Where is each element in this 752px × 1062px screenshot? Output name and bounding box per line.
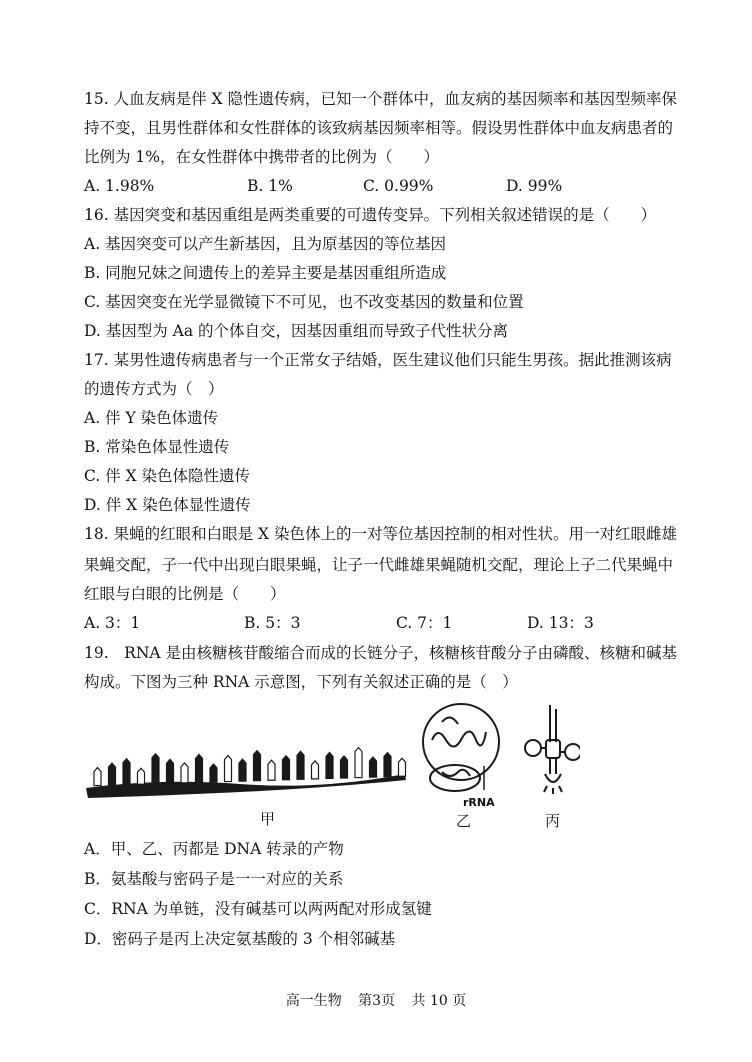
strand-base [399, 758, 406, 776]
q17-stem-line1: 17. 某男性遗传病患者与一个正常女子结婚，医生建议他们只能生男孩。据此推测该病 [84, 351, 672, 369]
strand-base [138, 768, 145, 784]
rrna-label: rRNA [463, 796, 495, 809]
q15-stem-line3: 比例为 1%，在女性群体中携带者的比例为（ ） [84, 148, 440, 166]
strand-base [94, 768, 101, 786]
q18-option-a: A. 3：1 [84, 614, 141, 632]
rna-figure [80, 700, 580, 840]
strand-base [210, 764, 217, 782]
q17-option-c: C. 伴 X 染色体隐性遗传 [84, 467, 251, 485]
trna-structure [525, 705, 580, 794]
strand-base [283, 756, 290, 780]
figure-label-yi: 乙 [456, 812, 472, 830]
strand-base [123, 759, 130, 785]
rna-diagram [80, 700, 580, 840]
strand-base [312, 761, 319, 779]
figure-label-bing: 丙 [545, 812, 561, 830]
strand-bases [94, 748, 406, 786]
q19-option-d: D．密码子是丙上决定氨基酸的 3 个相邻碱基 [84, 930, 396, 948]
q15-option-c: C. 0.99% [363, 177, 434, 195]
strand-base [355, 748, 362, 778]
q17-option-a: A. 伴 Y 染色体遗传 [84, 409, 219, 427]
strand-base [370, 757, 377, 777]
q18-stem-line3: 红眼与白眼的比例是（ ） [84, 585, 286, 603]
page-footer [0, 990, 752, 1010]
strand-base [297, 751, 304, 779]
q17-option-b: B. 常染色体显性遗传 [84, 438, 230, 456]
q18-option-c: C. 7：1 [396, 614, 453, 632]
q16-option-a: A. 基因突变可以产生新基因，且为原基因的等位基因 [84, 235, 447, 253]
mrna-strand [86, 748, 406, 798]
q17-option-d: D. 伴 X 染色体显性遗传 [84, 496, 251, 514]
q19-option-c: C．RNA 为单链，没有碱基可以两两配对形成氢键 [84, 900, 432, 918]
q19-stem-line1: 19. RNA 是由核糖核苷酸缩合而成的长链分子，核糖核苷酸分子由磷酸、核糖和碱基 [84, 644, 678, 662]
q16-option-b: B. 同胞兄妹之间遗传上的差异主要是基因重组所造成 [84, 264, 447, 282]
strand-base [109, 763, 116, 785]
q15-stem-line2: 持不变，且男性群体和女性群体的该致病基因频率相等。假设男性群体中血友病患者的 [84, 119, 674, 137]
q16-option-d: D. 基因型为 Aa 的个体自交，因基因重组而导致子代性状分离 [84, 322, 509, 340]
q15-option-a: A. 1.98% [84, 177, 155, 195]
q19-option-b: B．氨基酸与密码子是一一对应的关系 [84, 870, 344, 888]
strand-base [326, 752, 333, 778]
q15-option-b: B. 1% [247, 177, 293, 195]
strand-base [167, 759, 174, 783]
q18-stem-line2: 果蝇交配，子一代中出现白眼果蝇，让子一代雌雄果蝇随机交配，理论上子二代果蝇中 [84, 556, 674, 574]
footer-subject: 高一生物 [285, 993, 342, 1009]
rrna-structure [423, 704, 499, 791]
strand-base [254, 751, 261, 781]
strand-base [196, 754, 203, 782]
strand-base [341, 756, 348, 778]
q15-stem-line1: 15. 人血友病是伴 X 隐性遗传病，已知一个群体中，血友病的基因频率和基因型频率保 [84, 90, 677, 108]
q19-option-a: A．甲、乙、丙都是 DNA 转录的产物 [84, 840, 344, 858]
footer-page: 第3页 [358, 993, 396, 1009]
q17-stem-line2: 的遗传方式为（ ） [84, 380, 224, 398]
strand-base [384, 753, 391, 777]
q16-option-c: C. 基因突变在光学显微镜下不可见，也不改变基因的数量和位置 [84, 293, 524, 311]
footer-total: 共 10 页 [411, 993, 467, 1009]
q16-stem-line1: 16. 基因突变和基因重组是两类重要的可遗传变异。下列相关叙述错误的是（ ） [84, 206, 657, 224]
q18-stem-line1: 18. 果蝇的红眼和白眼是 X 染色体上的一对等位基因控制的相对性状。用一对红眼雌雄 [84, 525, 677, 543]
strand-base [225, 756, 232, 782]
strand-base [268, 760, 275, 780]
q15-option-d: D. 99% [506, 177, 563, 195]
strand-base [181, 763, 188, 783]
strand-base [239, 759, 246, 781]
q18-option-b: B. 5：3 [244, 614, 301, 632]
figure-label-jia: 甲 [260, 810, 276, 828]
q18-option-d: D. 13：3 [527, 614, 594, 632]
q19-stem-line2: 构成。下图为三种 RNA 示意图，下列有关叙述正确的是（ ） [84, 673, 518, 691]
strand-base [152, 754, 159, 784]
